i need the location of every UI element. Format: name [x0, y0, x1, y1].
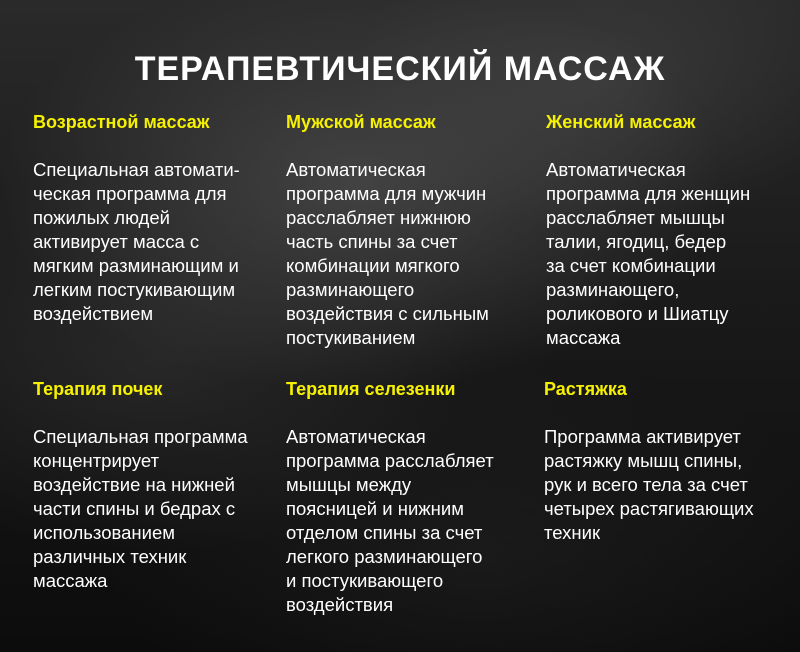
card-men-massage [286, 111, 526, 350]
card-women-massage [546, 111, 791, 350]
card-title: Растяжка [544, 379, 627, 399]
card-description: Программа активирует растяжку мышц спины, рук и всего тела за счет четырех растягивающих техник [544, 426, 754, 543]
card-title: Терапия почек [33, 379, 163, 399]
card-description: Автоматическая программа расслабляет мышцы между поясницей и нижним отделом спины за счет легкого разминающего и постукивающего воздействия [286, 426, 494, 615]
card-age-massage [33, 111, 273, 326]
card-kidney-therapy [33, 378, 273, 593]
card-description: Автоматическая программа для женщин расслабляет мышцы талии, ягодиц, бедер за счет комбинации разминающего, роликового и Шиатцу массажа [546, 159, 751, 348]
card-description: Автоматическая программа для мужчин расслабляет нижнюю часть спины за счет комбинации мягкого разминающего воздействия с сильным постукиванием [286, 159, 489, 348]
card-stretching [544, 378, 789, 545]
card-title: Женский массаж [546, 112, 696, 132]
card-spleen-therapy [286, 378, 526, 617]
card-title: Терапия селезенки [286, 379, 456, 399]
page-title: ТЕРАПЕВТИЧЕСКИЙ МАССАЖ [134, 49, 666, 88]
card-description: Специальная программа концентрирует воздействие на нижней части спины и бедрах с использованием различных техник массажа [33, 426, 248, 591]
card-title: Возрастной массаж [33, 112, 210, 132]
card-description: Специальная автомати- ческая программа для пожилых людей активирует масса с мягким разминающим и легким постукивающим воздействием [33, 159, 240, 324]
card-title: Мужской массаж [286, 112, 436, 132]
